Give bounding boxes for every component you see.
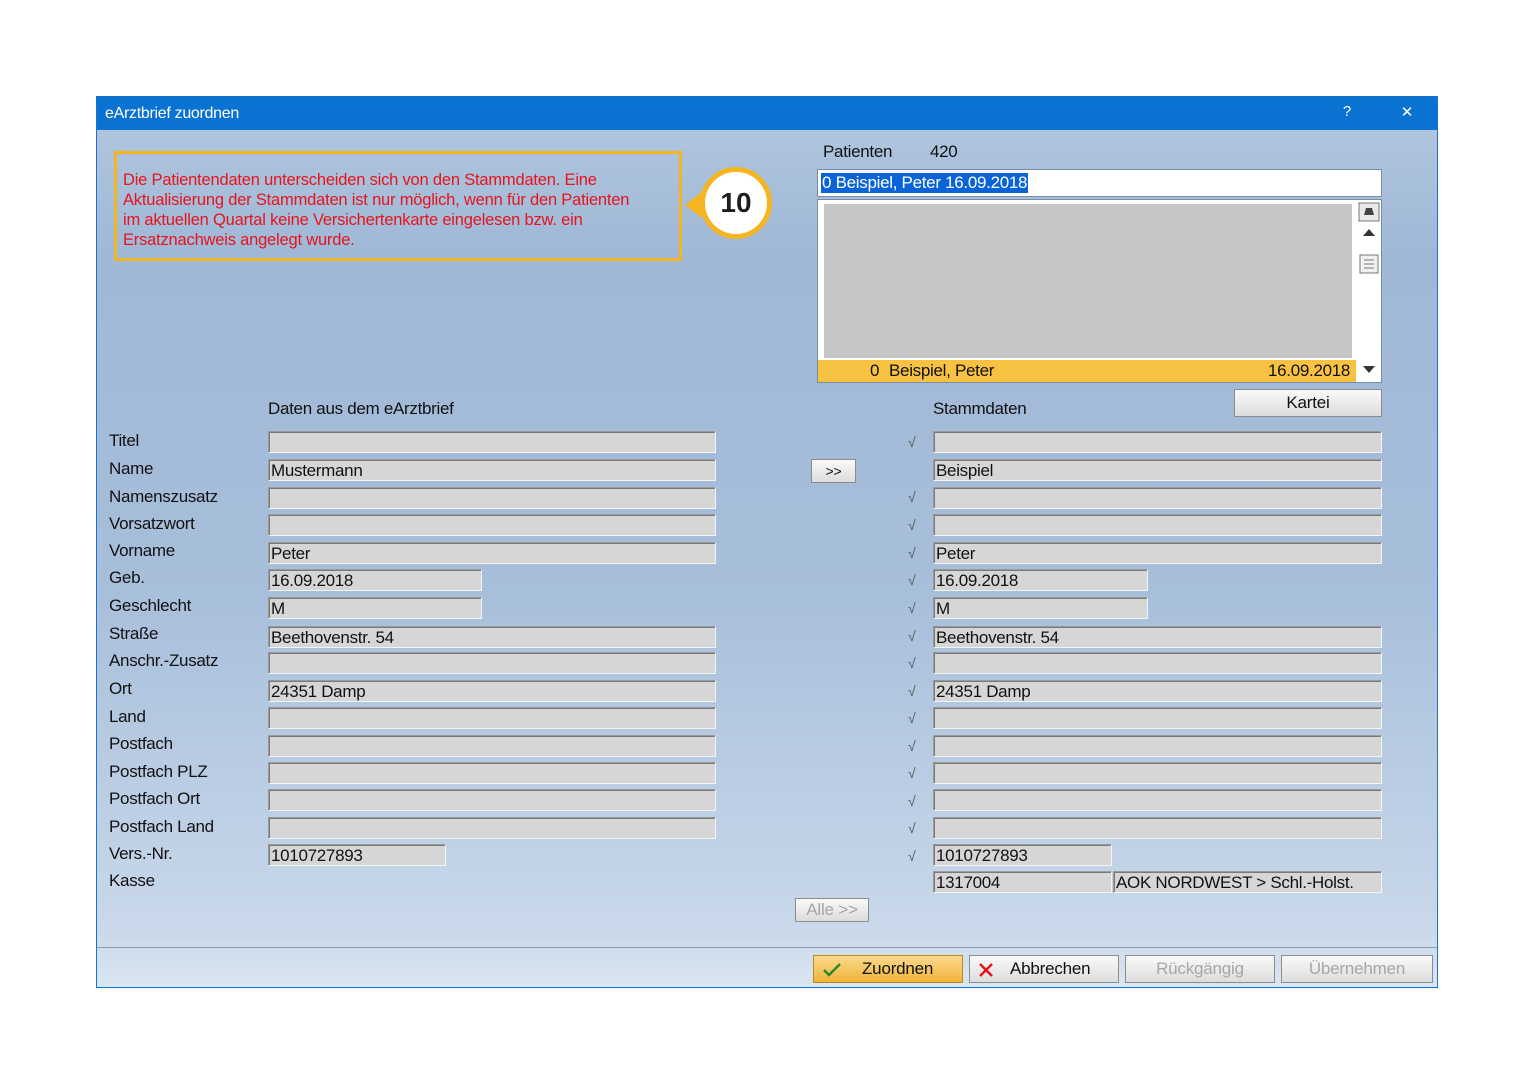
kartei-button[interactable]: Kartei — [1234, 389, 1382, 417]
label-geb: Geb. — [109, 568, 145, 587]
patient-list-area — [824, 204, 1352, 358]
earzt-geb-field[interactable]: 16.09.2018 — [268, 569, 482, 591]
note-line: im aktuellen Quartal keine Versichertenkarte eingelesen bzw. ein — [123, 211, 583, 229]
row-date: 16.09.2018 — [1268, 361, 1351, 380]
close-button[interactable]: ✕ — [1400, 104, 1414, 121]
dialog-window — [96, 96, 1438, 988]
label-postfach: Postfach — [109, 734, 173, 753]
transfer-name-button[interactable]: >> — [811, 459, 856, 483]
stamm-ort-field[interactable]: 24351 Damp — [933, 680, 1382, 702]
stamm-name-field[interactable]: Beispiel — [933, 459, 1382, 481]
earzt-vorname-field[interactable]: Peter — [268, 542, 716, 564]
label-name: Name — [109, 459, 154, 478]
earzt-geschlecht-field[interactable]: M — [268, 597, 482, 619]
earzt-namenszusatz-field[interactable] — [268, 487, 716, 509]
scrollbar-graphics — [1358, 200, 1381, 382]
row-number: 0 — [870, 361, 880, 380]
stamm-strasse-field[interactable]: Beethovenstr. 54 — [933, 626, 1382, 648]
label-geschlecht: Geschlecht — [109, 596, 192, 615]
row-name: Beispiel, Peter — [889, 361, 995, 380]
label-kasse: Kasse — [109, 871, 155, 890]
earzt-postfach-land-field[interactable] — [268, 817, 716, 839]
abbrechen-button[interactable] — [969, 955, 1119, 983]
check-icon: √ — [908, 489, 916, 505]
label-postfach-ort: Postfach Ort — [109, 789, 200, 808]
stamm-titel-field[interactable] — [933, 431, 1382, 453]
check-icon: √ — [908, 545, 916, 561]
label-land: Land — [109, 707, 146, 726]
check-icon: √ — [908, 628, 916, 644]
label-vers-nr: Vers.-Nr. — [109, 844, 173, 863]
earzt-vers-nr-field[interactable]: 1010727893 — [268, 844, 446, 866]
stamm-land-field[interactable] — [933, 707, 1382, 729]
stamm-kasse-name-field[interactable]: AOK NORDWEST > Schl.-Holst. — [1113, 871, 1382, 893]
earzt-postfach-ort-field[interactable] — [268, 789, 716, 811]
stamm-anschr-zusatz-field[interactable] — [933, 652, 1382, 674]
stamm-geschlecht-field[interactable]: M — [933, 597, 1148, 619]
label-ort: Ort — [109, 679, 132, 698]
check-icon: √ — [908, 820, 916, 836]
zuordnen-label: Zuordnen — [862, 959, 934, 978]
label-strasse: Straße — [109, 624, 159, 643]
scroll-up-icon — [1363, 229, 1375, 236]
stamm-vorname-field[interactable]: Peter — [933, 542, 1382, 564]
note-line: Die Patientendaten unterscheiden sich von den Stammdaten. Eine — [123, 171, 597, 189]
check-icon: √ — [908, 434, 916, 450]
check-icon: √ — [908, 517, 916, 533]
warning-note — [114, 151, 682, 261]
label-namenszusatz: Namenszusatz — [109, 487, 218, 506]
stamm-vorsatzwort-field[interactable] — [933, 514, 1382, 536]
check-icon: √ — [908, 710, 916, 726]
note-line: Aktualisierung der Stammdaten ist nur möglich, wenn für den Patienten — [123, 191, 630, 209]
uebernehmen-button[interactable]: Übernehmen — [1281, 955, 1433, 983]
patients-label: Patienten — [823, 142, 893, 161]
note-line: Ersatznachweis angelegt wurde. — [123, 231, 355, 249]
stamm-geb-field[interactable]: 16.09.2018 — [933, 569, 1148, 591]
label-vorsatzwort: Vorsatzwort — [109, 514, 195, 533]
footer-divider — [97, 947, 1437, 948]
stamm-namenszusatz-field[interactable] — [933, 487, 1382, 509]
patient-list[interactable] — [817, 199, 1382, 383]
cancel-icon — [978, 962, 994, 978]
rueckgaengig-button[interactable]: Rückgängig — [1125, 955, 1275, 983]
alle-transfer-button[interactable]: Alle >> — [795, 898, 869, 922]
label-vorname: Vorname — [109, 541, 175, 560]
callout-badge: 10 — [700, 167, 772, 239]
label-postfach-plz: Postfach PLZ — [109, 762, 208, 781]
list-scrollbar[interactable] — [1358, 200, 1381, 382]
earzt-land-field[interactable] — [268, 707, 716, 729]
patient-search-value: 0 Beispiel, Peter 16.09.2018 — [822, 173, 1028, 192]
check-icon: √ — [908, 655, 916, 671]
stamm-kasse-number-field[interactable]: 1317004 — [933, 871, 1112, 893]
check-icon: √ — [908, 572, 916, 588]
stamm-postfach-ort-field[interactable] — [933, 789, 1382, 811]
check-icon: √ — [908, 848, 916, 864]
label-titel: Titel — [109, 431, 139, 450]
check-icon: √ — [908, 683, 916, 699]
label-anschr-zusatz: Anschr.-Zusatz — [109, 651, 219, 670]
zuordnen-button[interactable] — [813, 955, 963, 983]
window-title: eArztbrief zuordnen — [105, 105, 239, 122]
earztbrief-header: Daten aus dem eArztbrief — [268, 399, 454, 418]
earzt-postfach-field[interactable] — [268, 735, 716, 757]
title-bar — [97, 97, 1437, 130]
stamm-postfach-plz-field[interactable] — [933, 762, 1382, 784]
patients-count: 420 — [930, 142, 958, 161]
check-icon: √ — [908, 600, 916, 616]
check-icon — [822, 962, 842, 978]
check-icon: √ — [908, 738, 916, 754]
earzt-name-field[interactable]: Mustermann — [268, 459, 716, 481]
stamm-postfach-land-field[interactable] — [933, 817, 1382, 839]
earzt-anschr-zusatz-field[interactable] — [268, 652, 716, 674]
check-icon: √ — [908, 765, 916, 781]
stammdaten-header: Stammdaten — [933, 399, 1027, 418]
stamm-vers-nr-field[interactable]: 1010727893 — [933, 844, 1112, 866]
help-button[interactable]: ? — [1342, 103, 1352, 120]
earzt-postfach-plz-field[interactable] — [268, 762, 716, 784]
patient-list-row[interactable] — [818, 360, 1356, 382]
stamm-postfach-field[interactable] — [933, 735, 1382, 757]
abbrechen-label: Abbrechen — [1010, 959, 1091, 978]
scroll-down-icon — [1363, 366, 1375, 373]
patient-search-input[interactable] — [817, 169, 1382, 197]
earzt-titel-field[interactable] — [268, 431, 716, 453]
check-icon: √ — [908, 793, 916, 809]
earzt-strasse-field[interactable]: Beethovenstr. 54 — [268, 626, 716, 648]
earzt-ort-field[interactable]: 24351 Damp — [268, 680, 716, 702]
earzt-vorsatzwort-field[interactable] — [268, 514, 716, 536]
label-postfach-land: Postfach Land — [109, 817, 214, 836]
